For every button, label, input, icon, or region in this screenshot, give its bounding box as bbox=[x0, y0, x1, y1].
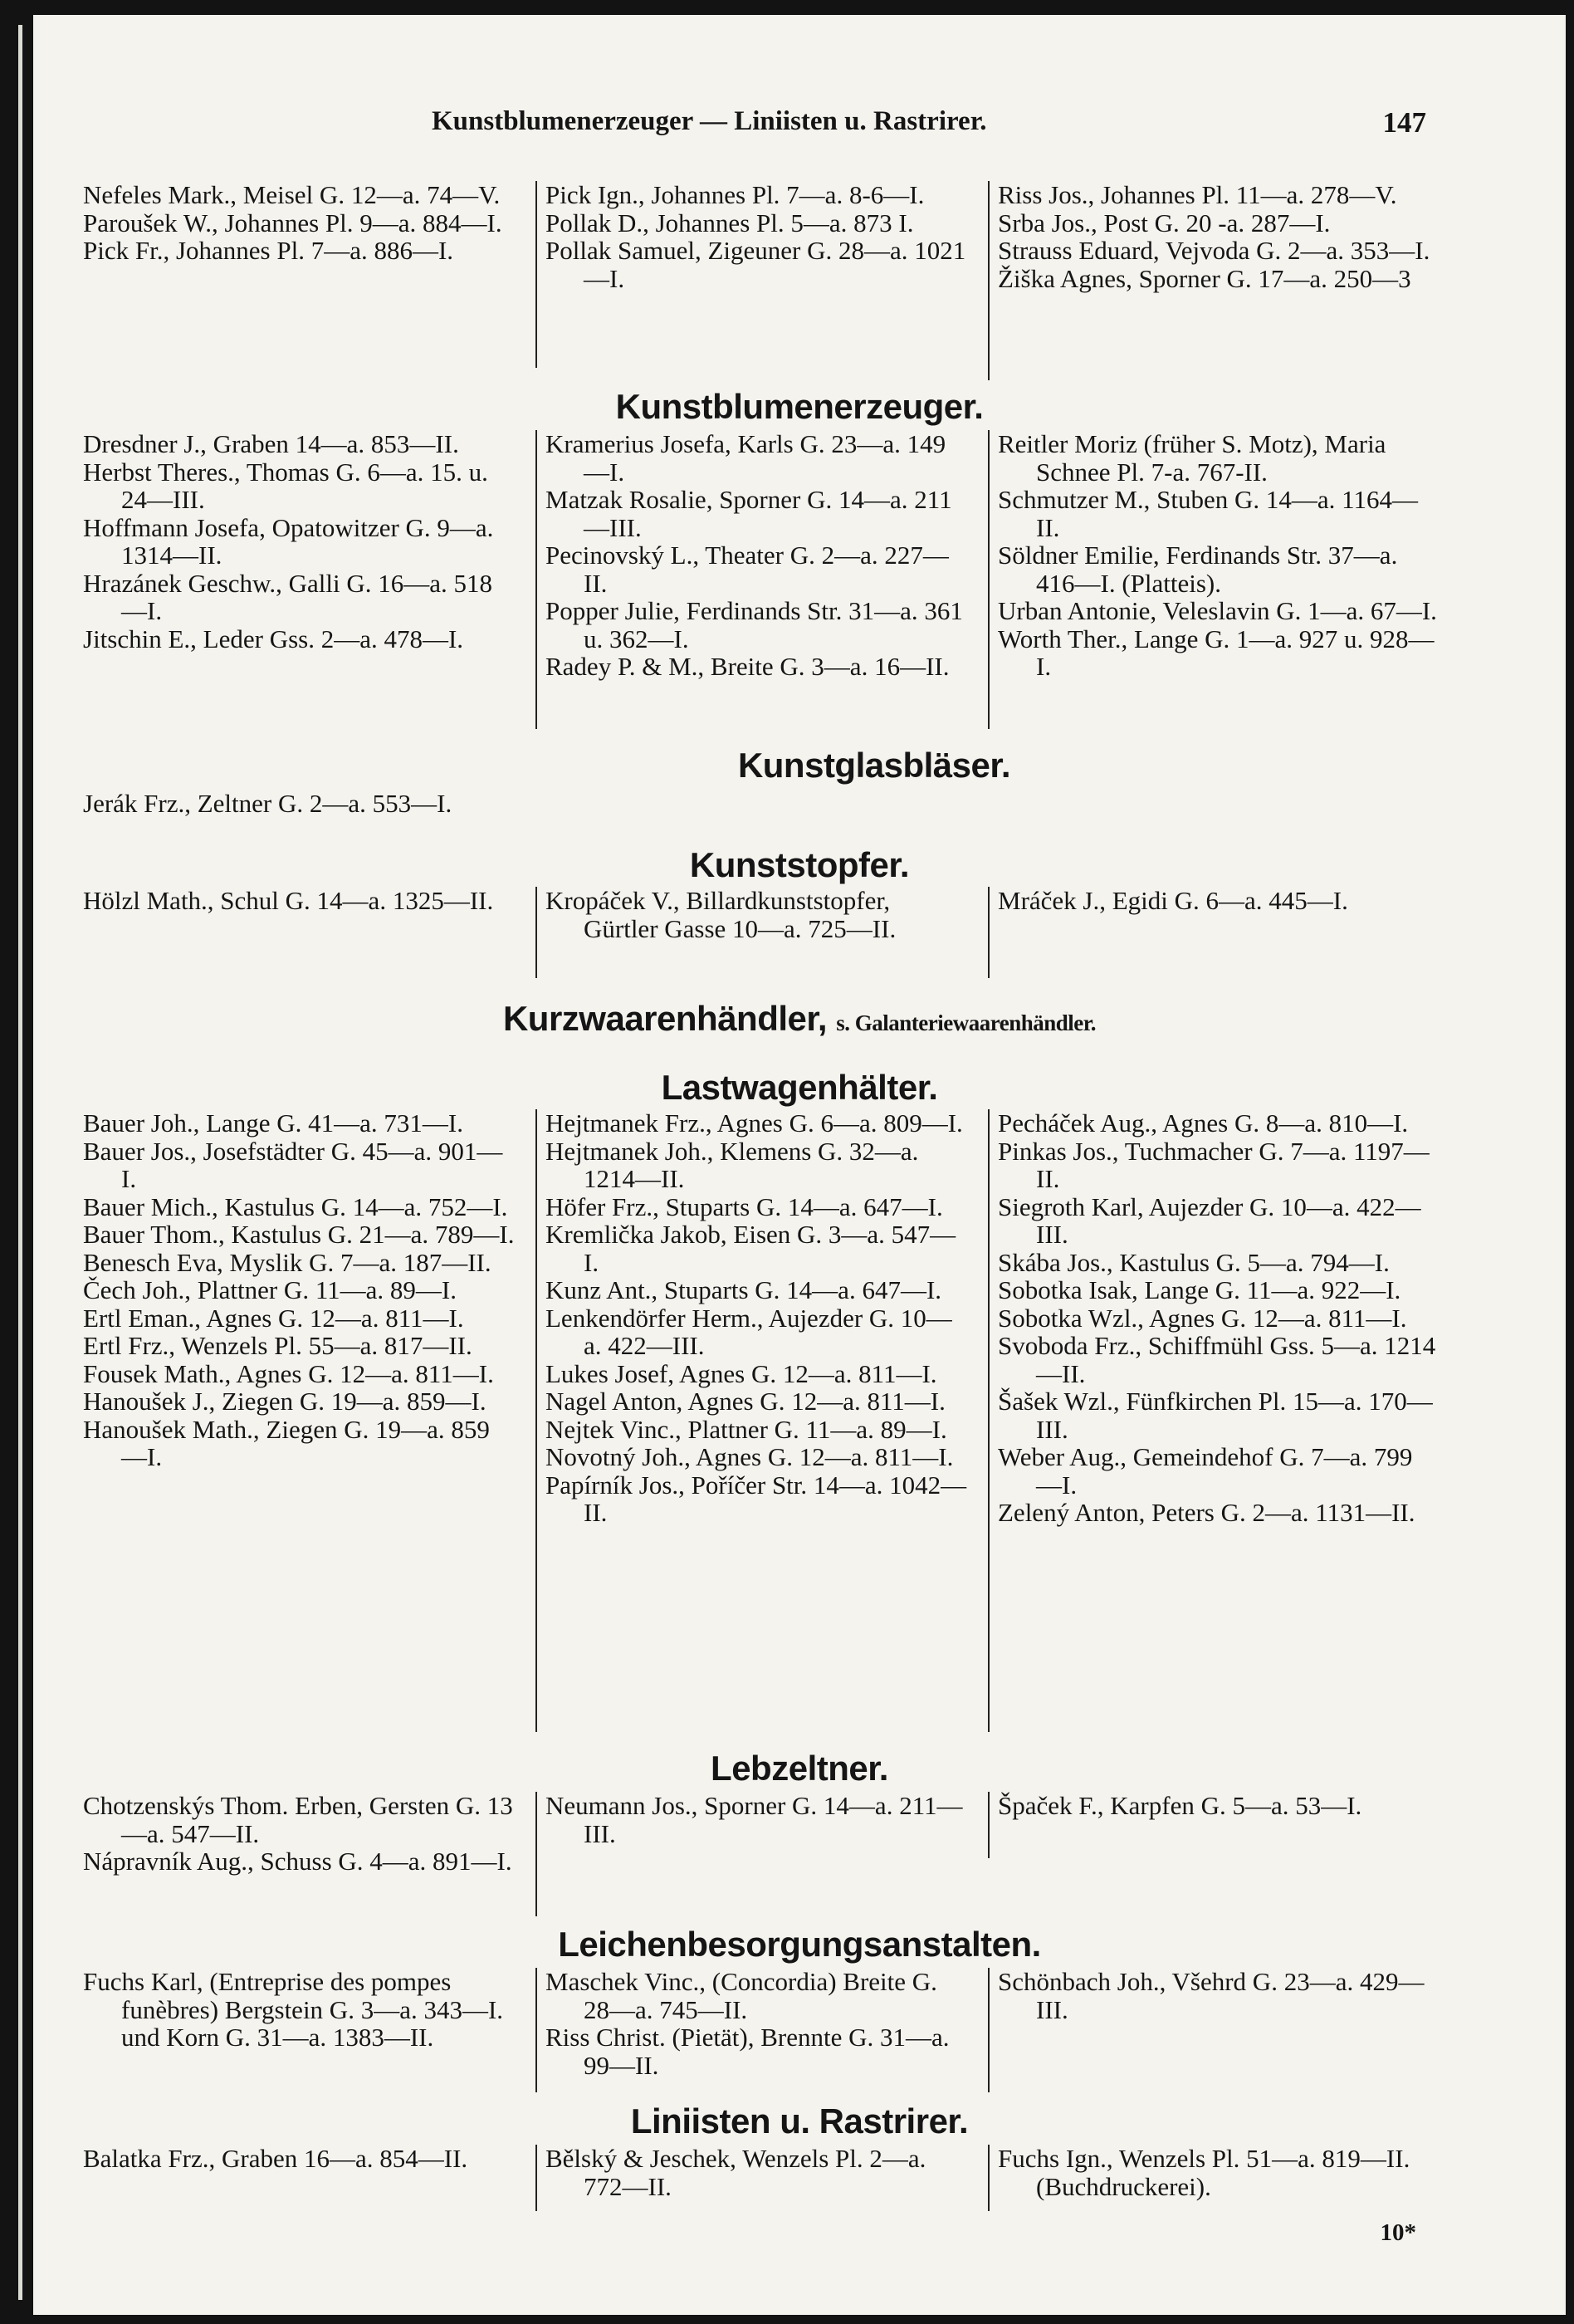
list-entry: Hoffmann Josefa, Opatowitzer G. 9—a. 1314—II. bbox=[83, 512, 494, 570]
list-entry: Pecháček Aug., Agnes G. 8—a. 810—I. bbox=[998, 1108, 1409, 1138]
page-edge bbox=[18, 25, 22, 2300]
column-2 bbox=[535, 181, 969, 368]
column-1 bbox=[83, 430, 515, 729]
list-entry: Bauer Mich., Kastulus G. 14—a. 752—I. bbox=[83, 1191, 508, 1221]
list-entry: Hejtmanek Frz., Agnes G. 6—a. 809—I. bbox=[545, 1108, 963, 1138]
list-entry: Kremlička Jakob, Eisen G. 3—a. 547—I. bbox=[545, 1220, 956, 1277]
column-2 bbox=[535, 887, 969, 978]
list-entry: Nápravník Aug., Schuss G. 4—a. 891—I. bbox=[83, 1847, 512, 1876]
list-entry: Herbst Theres., Thomas G. 6—a. 15. u. 24—III. bbox=[83, 457, 488, 514]
single-entry: Jerák Frz., Zeltner G. 2—a. 553—I. bbox=[83, 789, 452, 818]
column-3 bbox=[988, 887, 1438, 978]
list-entry: Lenkendörfer Herm., Aujezder G. 10—a. 422—III. bbox=[545, 1303, 952, 1360]
list-entry: Riss Jos., Johannes Pl. 11—a. 278—V. bbox=[998, 180, 1397, 209]
list-entry: Kropáček V., Billardkunststopfer, Gürtler Gasse 10—a. 725—II. bbox=[545, 886, 897, 943]
list-entry: Šašek Wzl., Fünfkirchen Pl. 15—a. 170—III. bbox=[998, 1387, 1433, 1444]
page-number: 147 bbox=[1382, 106, 1426, 139]
list-entry: Sobotka Isak, Lange G. 11—a. 922—I. bbox=[998, 1275, 1401, 1304]
list-entry: Bělský & Jeschek, Wenzels Pl. 2—a. 772—II. bbox=[545, 2144, 926, 2201]
list-entry: Papírník Jos., Poříčer Str. 14—a. 1042—II. bbox=[545, 1470, 967, 1527]
list-entry: Nefeles Mark., Meisel G. 12—a. 74—V. bbox=[83, 180, 501, 209]
column-2 bbox=[535, 1792, 969, 1916]
column-2 bbox=[535, 2145, 969, 2211]
list-entry: Maschek Vinc., (Concordia) Breite G. 28—a. 745—II. bbox=[545, 1967, 937, 2024]
section-title-leichenbesorgungsanstalten: Leichenbesorgungsanstalten. bbox=[558, 1925, 1041, 1964]
list-entry: Pollak D., Johannes Pl. 5—a. 873 I. bbox=[545, 208, 914, 237]
list-entry: Fousek Math., Agnes G. 12—a. 811—I. bbox=[83, 1358, 494, 1388]
list-entry: Fuchs Karl, (Entreprise des pompes funèbres) Bergstein G. 3—a. 343—I. und Korn G. 31—a. 1383—II. bbox=[83, 1967, 504, 2052]
column-1 bbox=[83, 181, 515, 368]
list-entry: Pick Ign., Johannes Pl. 7—a. 8-6—I. bbox=[545, 180, 925, 209]
column-2 bbox=[535, 430, 969, 729]
list-entry: Kramerius Josefa, Karls G. 23—a. 149—I. bbox=[545, 429, 946, 487]
list-entry: Ertl Eman., Agnes G. 12—a. 811—I. bbox=[83, 1303, 464, 1333]
list-entry: Paroušek W., Johannes Pl. 9—a. 884—I. bbox=[83, 208, 502, 237]
list-entry: Bauer Jos., Josefstädter G. 45—a. 901—I. bbox=[83, 1136, 503, 1193]
document-page bbox=[33, 15, 1566, 2315]
list-entry: Riss Christ. (Pietät), Brennte G. 31—a. 99—II. bbox=[545, 2023, 950, 2080]
list-entry: Worth Ther., Lange G. 1—a. 927 u. 928—I. bbox=[998, 624, 1435, 681]
list-entry: Söldner Emilie, Ferdinands Str. 37—a. 416—I. (Platteis). bbox=[998, 541, 1398, 598]
column-3 bbox=[988, 1792, 1438, 1858]
list-entry: Matzak Rosalie, Sporner G. 14—a. 211—III. bbox=[545, 485, 952, 542]
column-1 bbox=[83, 1792, 515, 1916]
section-title-kurzwaarenhaendler bbox=[33, 999, 1566, 1039]
column-3 bbox=[988, 1109, 1438, 1732]
list-entry: Urban Antonie, Veleslavin G. 1—a. 67—I. bbox=[998, 596, 1437, 625]
list-entry: Lukes Josef, Agnes G. 12—a. 811—I. bbox=[545, 1358, 937, 1388]
list-entry: Sobotka Wzl., Agnes G. 12—a. 811—I. bbox=[998, 1303, 1407, 1333]
list-entry: Hölzl Math., Schul G. 14—a. 1325—II. bbox=[83, 886, 494, 915]
list-entry: Bauer Joh., Lange G. 41—a. 731—I. bbox=[83, 1108, 464, 1138]
list-entry: Hanoušek J., Ziegen G. 19—a. 859—I. bbox=[83, 1387, 486, 1416]
list-entry: Ertl Frz., Wenzels Pl. 55—a. 817—II. bbox=[83, 1331, 472, 1360]
list-entry: Popper Julie, Ferdinands Str. 31—a. 361 u. 362—I. bbox=[545, 596, 963, 653]
section-title-text: Kurzwaarenhändler, bbox=[502, 999, 828, 1038]
list-entry: Nejtek Vinc., Plattner G. 11—a. 89—I. bbox=[545, 1414, 947, 1444]
list-entry: Nagel Anton, Agnes G. 12—a. 811—I. bbox=[545, 1387, 946, 1416]
list-entry: Schmutzer M., Stuben G. 14—a. 1164—II. bbox=[998, 485, 1418, 542]
list-entry: Strauss Eduard, Vejvoda G. 2—a. 353—I. bbox=[998, 236, 1430, 265]
cross-reference: s. Galanteriewaarenhändler. bbox=[836, 1010, 1097, 1035]
column-3 bbox=[988, 181, 1438, 380]
section-title-lebzeltner: Lebzeltner. bbox=[711, 1749, 888, 1788]
column-2 bbox=[535, 1109, 969, 1732]
list-entry: Čech Joh., Plattner G. 11—a. 89—I. bbox=[83, 1275, 457, 1304]
list-entry: Jitschin E., Leder Gss. 2—a. 478—I. bbox=[83, 624, 464, 653]
list-entry: Balatka Frz., Graben 16—a. 854—II. bbox=[83, 2144, 468, 2173]
list-entry: Zelený Anton, Peters G. 2—a. 1131—II. bbox=[998, 1498, 1415, 1527]
list-entry: Reitler Moriz (früher S. Motz), Maria Schnee Pl. 7-a. 767-II. bbox=[998, 429, 1386, 487]
section-title-kunststopfer: Kunststopfer. bbox=[689, 845, 910, 884]
running-header bbox=[33, 106, 1566, 144]
column-1 bbox=[83, 2145, 515, 2211]
list-entry: Schönbach Joh., Všehrd G. 23—a. 429—III. bbox=[998, 1967, 1425, 2024]
header-title: Kunstblumenerzeuger — Liniisten u. Rastrirer. bbox=[432, 106, 987, 136]
column-1 bbox=[83, 1968, 515, 2092]
column-3 bbox=[988, 1968, 1438, 2092]
list-entry: Pecinovský L., Theater G. 2—a. 227—II. bbox=[545, 541, 949, 598]
column-3 bbox=[988, 430, 1438, 729]
signature-mark: 10* bbox=[1380, 2219, 1416, 2246]
list-entry: Hanoušek Math., Ziegen G. 19—a. 859—I. bbox=[83, 1414, 490, 1471]
list-entry: Bauer Thom., Kastulus G. 21—a. 789—I. bbox=[83, 1220, 515, 1249]
list-entry: Žiška Agnes, Sporner G. 17—a. 250—3 bbox=[998, 263, 1411, 293]
list-entry: Neumann Jos., Sporner G. 14—a. 211—III. bbox=[545, 1791, 963, 1848]
list-entry: Hejtmanek Joh., Klemens G. 32—a. 1214—II. bbox=[545, 1136, 919, 1193]
list-entry: Höfer Frz., Stuparts G. 14—a. 647—I. bbox=[545, 1191, 943, 1221]
list-entry: Weber Aug., Gemeindehof G. 7—a. 799—I. bbox=[998, 1442, 1413, 1500]
list-entry: Fuchs Ign., Wenzels Pl. 51—a. 819—II. (Buchdruckerei). bbox=[998, 2144, 1410, 2201]
list-entry: Pollak Samuel, Zigeuner G. 28—a. 1021—I. bbox=[545, 236, 966, 293]
list-entry: Benesch Eva, Myslik G. 7—a. 187—II. bbox=[83, 1247, 491, 1277]
list-entry: Siegroth Karl, Aujezder G. 10—a. 422—III. bbox=[998, 1191, 1421, 1249]
list-entry: Srba Jos., Post G. 20 -a. 287—I. bbox=[998, 208, 1331, 237]
column-1 bbox=[83, 1109, 515, 1732]
list-entry: Dresdner J., Graben 14—a. 853—II. bbox=[83, 429, 459, 458]
section-title-liniisten: Liniisten u. Rastrirer. bbox=[630, 2101, 969, 2141]
list-entry: Skába Jos., Kastulus G. 5—a. 794—I. bbox=[998, 1247, 1390, 1277]
list-entry: Radey P. & M., Breite G. 3—a. 16—II. bbox=[545, 652, 950, 681]
section-title-kunstglasblaeser: Kunstglasbläser. bbox=[737, 746, 1011, 785]
list-entry: Kunz Ant., Stuparts G. 14—a. 647—I. bbox=[545, 1275, 942, 1304]
list-entry: Špaček F., Karpfen G. 5—a. 53—I. bbox=[998, 1791, 1362, 1820]
column-3 bbox=[988, 2145, 1438, 2211]
list-entry: Pick Fr., Johannes Pl. 7—a. 886—I. bbox=[83, 236, 454, 265]
list-entry: Svoboda Frz., Schiffmühl Gss. 5—a. 1214—II. bbox=[998, 1331, 1436, 1388]
list-entry: Pinkas Jos., Tuchmacher G. 7—a. 1197—II. bbox=[998, 1136, 1430, 1193]
list-entry: Hrazánek Geschw., Galli G. 16—a. 518—I. bbox=[83, 568, 492, 625]
column-1 bbox=[83, 887, 515, 978]
list-entry: Mráček J., Egidi G. 6—a. 445—I. bbox=[998, 886, 1348, 915]
list-entry: Chotzenskýs Thom. Erben, Gersten G. 13—a. 547—II. bbox=[83, 1791, 513, 1848]
section-title-lastwagenhaelter: Lastwagenhälter. bbox=[661, 1068, 938, 1107]
section-title-kunstblumenerzeuger: Kunstblumenerzeuger. bbox=[615, 387, 984, 426]
column-2 bbox=[535, 1968, 969, 2092]
list-entry: Novotný Joh., Agnes G. 12—a. 811—I. bbox=[545, 1442, 954, 1471]
